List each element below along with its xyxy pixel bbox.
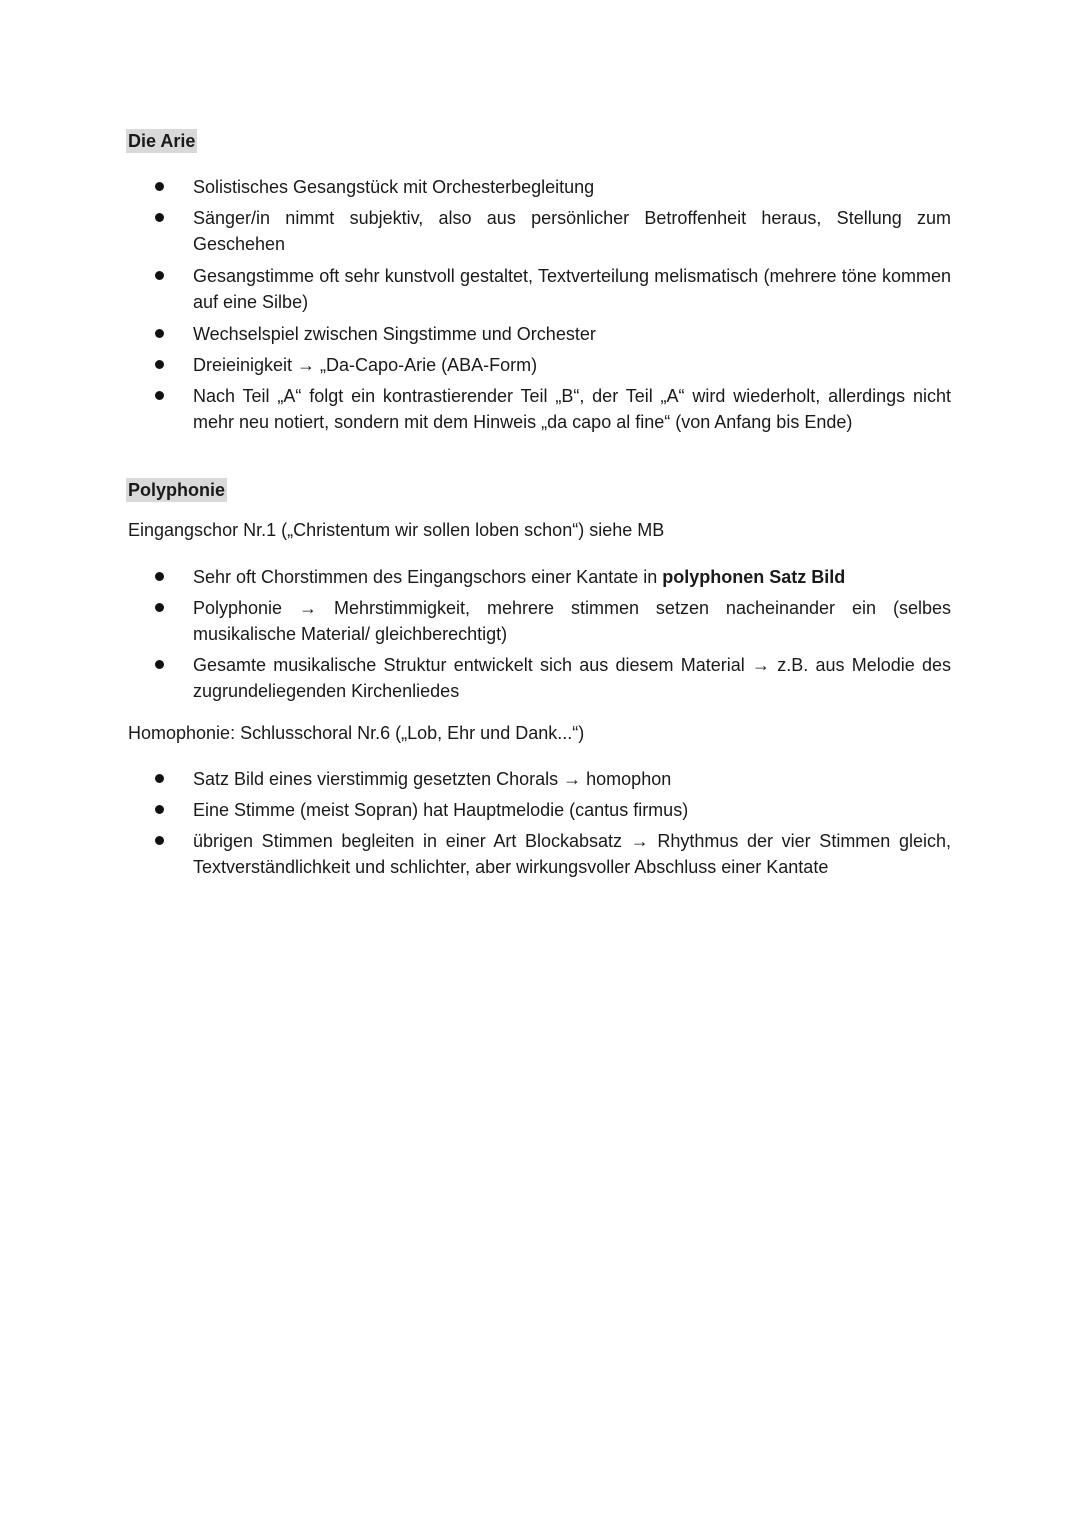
bullet-icon xyxy=(155,213,164,222)
list-item-text: Solistisches Gesangstück mit Orchesterbegleitung xyxy=(193,177,595,197)
list-item-text: Dreieinigkeit → „Da-Capo-Arie (ABA-Form) xyxy=(193,355,538,375)
list-item-text: Wechselspiel zwischen Singstimme und Orchester xyxy=(193,324,596,344)
bullet-icon xyxy=(155,660,164,669)
list-item-text: Eine Stimme (meist Sopran) hat Hauptmelodie (cantus firmus) xyxy=(193,800,689,820)
list-item-text: Sänger/in nimmt subjektiv, also aus persönlicher Betroffenheit heraus, Stellung zum Geschehen xyxy=(193,208,951,254)
list-item-text: Satz Bild eines vierstimmig gesetzten Chorals → homophon xyxy=(193,769,672,789)
bullet-icon xyxy=(155,836,164,845)
polyphonie-intro: Eingangschor Nr.1 („Christentum wir sollen loben schon“) siehe MB xyxy=(128,520,665,540)
list-item-text: übrigen Stimmen begleiten in einer Art Blockabsatz → Rhythmus der vier Stimmen gleich, Textverständlichkeit und schlichter, aber wirkungsvoller Abschluss einer Kantate xyxy=(193,831,951,877)
bullet-icon xyxy=(155,603,164,612)
bullet-icon xyxy=(155,329,164,338)
list-item-text xyxy=(193,564,951,590)
homophonie-intro: Homophonie: Schlusschoral Nr.6 („Lob, Ehr und Dank...“) xyxy=(128,723,585,743)
heading-polyphonie: Polyphonie xyxy=(128,480,226,500)
list-item-text-plain: Sehr oft Chorstimmen des Eingangschors einer Kantate in xyxy=(193,567,663,587)
bullet-icon xyxy=(155,572,164,581)
list-item-text: Nach Teil „A“ folgt ein kontrastierender Teil „B“, der Teil „A“ wird wiederholt, allerdings nicht mehr neu notiert, sondern mit dem Hinweis „da capo al fine“ (von Anfang bis Ende) xyxy=(193,386,951,432)
heading-arie: Die Arie xyxy=(128,131,196,151)
list-item-text: Gesamte musikalische Struktur entwickelt sich aus diesem Material → z.B. aus Melodie des zugrundeliegenden Kirchenliedes xyxy=(193,655,951,701)
bullet-icon xyxy=(155,774,164,783)
list-item-text-bold: polyphonen Satz Bild xyxy=(662,567,846,587)
bullet-icon xyxy=(155,271,164,280)
list-item-text: Polyphonie → Mehrstimmigkeit, mehrere stimmen setzen nacheinander ein (selbes musikalische Material/ gleichberechtigt) xyxy=(193,598,951,644)
bullet-icon xyxy=(155,182,164,191)
bullet-icon xyxy=(155,805,164,814)
list-item-text: Gesangstimme oft sehr kunstvoll gestaltet, Textverteilung melismatisch (mehrere töne kommen auf eine Silbe) xyxy=(193,266,951,312)
bullet-icon xyxy=(155,391,164,400)
bullet-icon xyxy=(155,360,164,369)
